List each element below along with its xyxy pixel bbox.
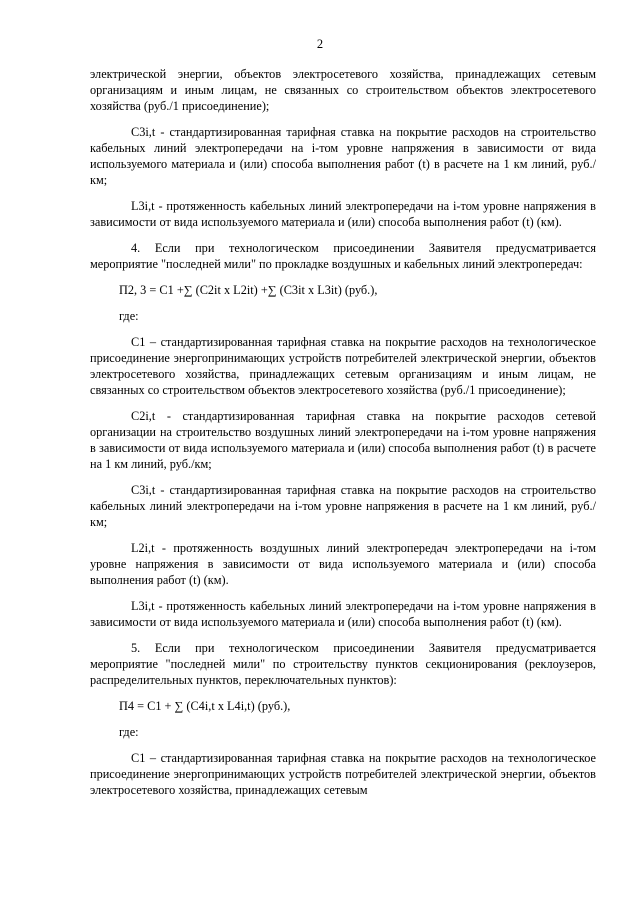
paragraph-l3-definition: L3i,t - протяженность кабельных линий электропередачи на i-том уровне напряжения в зависимости от вида используемого материала и (или) способа выполнения работ (t) (км). — [90, 199, 596, 229]
paragraph-l3-definition-2: L3i,t - протяженность кабельных линий электропередачи на i-том уровне напряжения в зависимости от вида используемого материала и (или) способа выполнения работ (t) (км). — [90, 599, 596, 629]
paragraph-where-2: где: — [119, 725, 139, 739]
paragraph-c1-definition: C1 – стандартизированная тарифная ставка на покрытие расходов на технологическое присоединение энергопринимающих устройств потребителей электрической энергии, объектов электросетевого хозяйства, принадлежащих сетевым организациям и иным лицам, не связанных со строительством объектов электросетевого хозяйства (руб./1 присоединение); — [90, 335, 596, 397]
formula-p2-3: П2, 3 = C1 +∑ (C2it x L2it) +∑ (C3it x L3it) (руб.), — [119, 283, 378, 297]
paragraph-item-5: 5. Если при технологическом присоединении Заявителя предусматривается мероприятие "последней мили" по строительству пунктов секционирования (реклоузеров, распределительных пунктов, переключательных пунктов): — [90, 641, 596, 687]
paragraph-c2-definition: C2i,t - стандартизированная тарифная ставка на покрытие расходов сетевой организации на строительство воздушных линий электропередачи на i-том уровне напряжения в зависимости от вида используемого материала и (или) способа выполнения работ (t) в расчете на 1 км линий, руб./км; — [90, 409, 596, 471]
paragraph-c3-definition-2: C3i,t - стандартизированная тарифная ставка на покрытие расходов на строительство кабельных линий электропередачи на i-том уровне напряжения в расчете на 1 км линий, руб./км; — [90, 483, 596, 529]
formula-p4: П4 = C1 + ∑ (C4i,t x L4i,t) (руб.), — [119, 699, 291, 713]
page-number: 2 — [316, 37, 324, 51]
paragraph-item-4: 4. Если при технологическом присоединении Заявителя предусматривается мероприятие "последней мили" по прокладке воздушных и кабельных линий электропередач: — [90, 241, 596, 271]
document-body — [90, 66, 596, 798]
paragraph-l2-definition: L2i,t - протяженность воздушных линий электропередач электропередачи на i-том уровне напряжения в зависимости от вида используемого материала и (или) способа выполнения работ (t) (км). — [90, 541, 596, 587]
paragraph-where: где: — [119, 309, 139, 323]
paragraph-c3-definition: C3i,t - стандартизированная тарифная ставка на покрытие расходов на строительство кабельных линий электропередачи на i-том уровне напряжения в зависимости от вида используемого материала и (или) способа выполнения работ (t) в расчете на 1 км линий, руб./км; — [90, 125, 596, 187]
paragraph-continued: электрической энергии, объектов электросетевого хозяйства, принадлежащих сетевым организациям и иным лицам, не связанных со строительством объектов электросетевого хозяйства (руб./1 присоединение); — [90, 67, 596, 113]
paragraph-c1-definition-2: C1 – стандартизированная тарифная ставка на покрытие расходов на технологическое присоединение энергопринимающих устройств потребителей электрической энергии, объектов электросетевого хозяйства, принадлежащих сетевым — [90, 751, 596, 797]
